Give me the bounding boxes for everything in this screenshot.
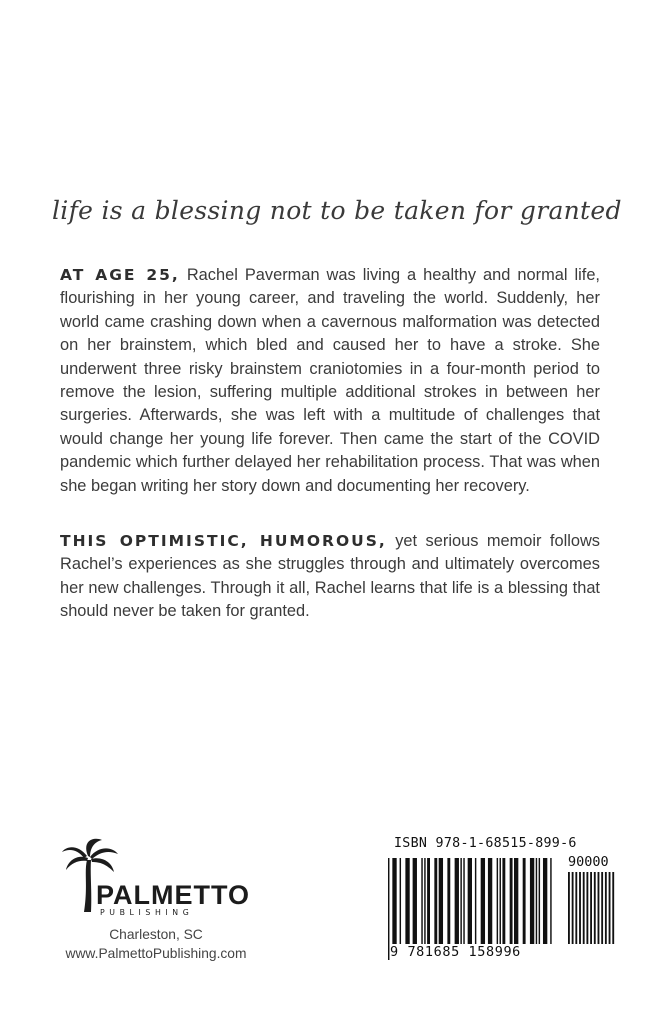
description-paragraph-2 bbox=[60, 530, 600, 624]
price-code: 90000 bbox=[568, 854, 609, 870]
publisher-url: www.PalmettoPublishing.com bbox=[65, 945, 247, 961]
paragraph-lead: AT AGE 25, bbox=[60, 266, 180, 284]
isbn-label: ISBN 978-1-68515-899-6 bbox=[394, 836, 577, 851]
paragraph-text: yet serious memoir follows Rachel’s experiences as she struggles through and ultimately overcomes her new challenges. Through it all, Rachel learns that life is a blessing that should never be taken for granted. bbox=[60, 532, 601, 621]
publisher-city: Charleston, SC bbox=[109, 927, 203, 942]
publisher-subtitle: PUBLISHING bbox=[100, 908, 194, 917]
description-paragraph-1 bbox=[60, 264, 600, 498]
ean-digits: 9 781685 158996 bbox=[390, 944, 622, 960]
tagline: life is a blessing not to be taken for granted bbox=[52, 196, 622, 225]
paragraph-text: Rachel Paverman was living a healthy and normal life, flourishing in her young career, and traveling the world. Suddenly, her world came crashing down when a cavernous malformation was detected on her brainstem, which bled and caused her to have a stroke. She underwent three risky brainstem craniotomies in a four-month period to remove the lesion, suffering multiple additional strokes in between her surgeries. Afterwards, she was left with a multitude of challenges that would change her young life forever. Then came the start of the COVID pandemic which further delayed her rehabilitation process. That was when she began writing her story down and documenting her recovery. bbox=[60, 266, 600, 495]
publisher-address bbox=[44, 926, 268, 963]
publisher-name: PALMETTO bbox=[96, 880, 250, 910]
paragraph-lead: THIS OPTIMISTIC, HUMOROUS, bbox=[60, 532, 387, 550]
